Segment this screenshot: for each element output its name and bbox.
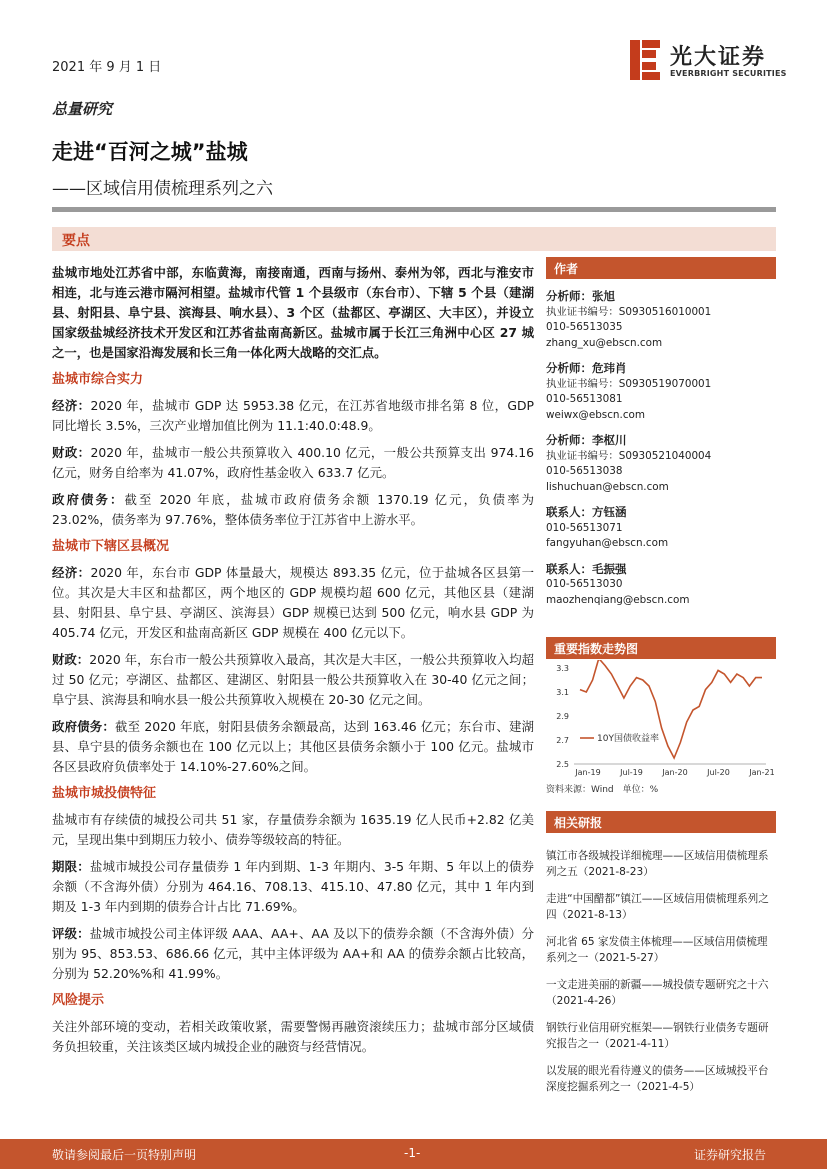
yield-chart-svg — [546, 660, 776, 780]
related-reports — [546, 848, 776, 1106]
section-heading-strength: 盐城市综合实力 — [52, 372, 144, 387]
analyst-name: 分析师：张旭 — [546, 289, 615, 303]
logo-english-name: EVERBRIGHT SECURITIES — [670, 69, 787, 78]
keypoints-label: 要点 — [62, 233, 90, 249]
paragraph-finance: 财政：2020 年，盐城市一般公共预算收入 400.10 亿元，一般公共预算支出 974.16 亿元，财务自给率为 41.07%，政府性基金收入 633.7 亿元。 — [52, 445, 535, 480]
related-report-item[interactable]: 一文走进美丽的新疆——城投债专题研究之十六（2021-4-26） — [546, 979, 769, 1007]
yield-chart — [546, 660, 776, 780]
analyst-list — [546, 289, 776, 618]
related-report-item[interactable]: 钢铁行业信用研究框架——钢铁行业债务专题研究报告之一（2021-4-11） — [546, 1022, 769, 1050]
label-maturity: 期限： — [52, 859, 90, 874]
section-heading-risk: 风险提示 — [52, 993, 105, 1008]
analyst-entry — [546, 433, 776, 495]
related-report-item[interactable]: 镇江市各级城投详细梳理——区域信用债梳理系列之五（2021-8-23） — [546, 850, 769, 878]
legend-label: 10Y国债收益率 — [597, 734, 659, 744]
chart-header: 重要指数走势图 — [546, 637, 776, 659]
analyst-cert: 执业证书编号：S0930516010001 — [546, 305, 712, 318]
x-tick-label: Jul-20 — [707, 768, 730, 777]
analyst-cert: 执业证书编号：S0930519070001 — [546, 377, 712, 390]
related-report-item[interactable]: 以发展的眼光看待遵义的债务——区域城投平台深度挖掘系列之一（2021-4-5） — [546, 1065, 769, 1093]
label-rating: 评级： — [52, 926, 90, 941]
logo-name: 光大证券 — [670, 45, 767, 70]
y-tick-label: 3.1 — [556, 688, 569, 697]
analyst-email[interactable]: maozhenqiang@ebscn.com — [546, 593, 690, 606]
label-county-finance: 财政： — [52, 652, 90, 667]
analyst-entry — [546, 505, 776, 552]
analyst-phone: 010-56513038 — [546, 465, 623, 477]
authors-header: 作者 — [546, 257, 776, 279]
page-number: -1- — [404, 1146, 421, 1160]
label-finance: 财政： — [52, 445, 91, 460]
x-tick-label: Jul-19 — [620, 768, 643, 777]
x-tick-label: Jan-19 — [575, 768, 601, 777]
paragraph-economy: 经济：2020 年，盐城市 GDP 达 5953.38 亿元，在江苏省地级市排名第 8 位，GDP 同比增长 3.5%，三次产业增加值比例为 11.1:40.0:48.9。 — [52, 398, 534, 433]
x-tick-label: Jan-21 — [749, 768, 775, 777]
section-heading-counties: 盐城市下辖区县概况 — [52, 539, 170, 554]
analyst-name: 分析师：危玮肖 — [546, 361, 627, 375]
analyst-phone: 010-56513030 — [546, 578, 623, 590]
report-date: 2021 年 9 月 1 日 — [52, 60, 162, 75]
analyst-entry — [546, 289, 776, 351]
report-subtitle: ——区域信用债梳理系列之六 — [52, 179, 273, 199]
related-header: 相关研报 — [546, 811, 776, 833]
analyst-email[interactable]: weiwx@ebscn.com — [546, 408, 646, 421]
footer-disclaimer: 敬请参阅最后一页特别声明 — [52, 1148, 197, 1162]
label-economy: 经济： — [52, 398, 91, 413]
paragraph-county-debt: 政府债务：截至 2020 年底，射阳县债务余额最高，达到 163.46 亿元；东台市、建湖县、阜宁县的债务余额也在 100 亿元以上；其他区县债务余额小于 100 亿元。盐城市各区县政府负债率处于 14.10%-27.60%之间。 — [52, 719, 535, 774]
analyst-email[interactable]: fangyuhan@ebscn.com — [546, 537, 669, 549]
section-heading-bonds: 盐城市城投债特征 — [52, 786, 157, 801]
paragraph-county-finance: 财政：2020 年，东台市一般公共预算收入最高，其次是大丰区，一般公共预算收入均超过 50 亿元；亭湖区、盐都区、建湖区、射阳县一般公共预算收入在 30-40 亿元之间；阜宁县、滨海县和响水县一般公共预算收入规模在 20-30 亿元之间。 — [52, 652, 534, 707]
related-report-item[interactable]: 走进“中国醋都”镇江——区域信用债梳理系列之四（2021-8-13） — [546, 893, 769, 921]
paragraph-rating: 评级：盐城市城投公司主体评级 AAA、AA+、AA 及以下的债券余额（不含海外债）分别为 95、853.53、686.66 亿元，其中主体评级为 AA+和 AA 的债券余额占比较高，分别为 52.20%%和 41.99%。 — [52, 926, 534, 981]
main-content — [52, 263, 534, 1064]
report-category: 总量研究 — [52, 100, 113, 118]
y-tick-label: 2.9 — [556, 712, 569, 721]
label-debt: 政府债务： — [52, 492, 125, 507]
label-county-debt: 政府债务： — [52, 719, 116, 734]
paragraph-bonds: 盐城市有存续债的城投公司共 51 家，存量债券余额为 1635.19 亿人民币+2.82 亿美元，呈现出集中到期压力较小、债券等级较高的特征。 — [52, 812, 534, 847]
analyst-entry — [546, 361, 776, 423]
analyst-entry — [546, 562, 776, 609]
analyst-phone: 010-56513071 — [546, 521, 623, 534]
report-title: 走进“百河之城”盐城 — [52, 140, 248, 164]
title-divider — [52, 207, 776, 212]
keypoints-header — [52, 227, 776, 251]
paragraph-risk: 关注外部环境的变动，若相关政策收紧，需要警惕再融资滚续压力；盐城市部分区域债务负担较重，关注该类区域内城投企业的融资与经营情况。 — [52, 1019, 534, 1054]
analyst-name: 联系人：毛振强 — [546, 561, 627, 576]
chart-source: 资料来源：Wind 单位：% — [546, 785, 659, 795]
x-tick-label: Jan-20 — [662, 768, 688, 777]
analyst-name: 分析师：李枢川 — [546, 433, 627, 447]
y-tick-label: 2.5 — [556, 760, 569, 769]
logo-mark-icon — [626, 38, 664, 82]
paragraph-debt: 政府债务：截至 2020 年底，盐城市政府债务余额 1370.19 亿元，负债率为 23.02%，债务率为 97.76%，整体债务率位于江苏省中上游水平。 — [52, 492, 535, 527]
analyst-phone: 010-56513035 — [546, 321, 623, 333]
paragraph-county-economy: 经济：2020 年，东台市 GDP 体量最大，规模达 893.35 亿元，位于盐城各区县第一位。其次是大丰区和盐都区，两个地区的 GDP 规模均超 600 亿元，其他区县（建湖县、射阳县、阜宁县、亭湖区、滨海县）GDP 规模已达到 500 亿元，响水县 GDP 为 405.74 亿元，开发区和盐南高新区 GDP 规模在 400 亿元以下。 — [52, 565, 535, 640]
logo — [626, 38, 787, 82]
label-county-economy: 经济： — [52, 565, 91, 580]
analyst-name: 联系人：方钰涵 — [546, 505, 627, 519]
intro-paragraph: 盐城市地处江苏省中部，东临黄海，南接南通，西南与扬州、泰州为邻，西北与淮安市相连，北与连云港市隔河相望。盐城市代管 1 个县级市（东台市）、下辖 5 个县（建湖县、射阳县、阜宁县、滨海县、响水县）、3 个区（盐都区、亭湖区、大丰区），并设立国家级盐城经济技术开发区和江苏省盐南高新区。盐城市属于长江三角洲中心区 27 城之一，也是国家沿海发展和长三角一体化两大战略的交汇点。 — [52, 265, 534, 360]
analyst-phone: 010-56513081 — [546, 393, 623, 405]
analyst-email[interactable]: lishuchuan@ebscn.com — [546, 480, 669, 493]
analyst-cert: 执业证书编号：S0930521040004 — [546, 449, 712, 462]
analyst-email[interactable]: zhang_xu@ebscn.com — [546, 336, 663, 349]
y-tick-label: 3.3 — [556, 664, 569, 673]
footer-report-type: 证券研究报告 — [694, 1148, 767, 1162]
y-tick-label: 2.7 — [556, 736, 569, 745]
paragraph-maturity: 期限：盐城市城投公司存量债券 1 年内到期、1-3 年期内、3-5 年期、5 年以上的债券余额（不含海外债）分别为 464.16、708.13、415.10、47.80 亿元，其中 1 年内到期及 1-3 年内到期的债券合计占比 71.69%。 — [52, 859, 534, 914]
related-report-item[interactable]: 河北省 65 家发债主体梳理——区域信用债梳理系列之一（2021-5-27） — [546, 936, 768, 964]
page-footer — [0, 1139, 827, 1169]
